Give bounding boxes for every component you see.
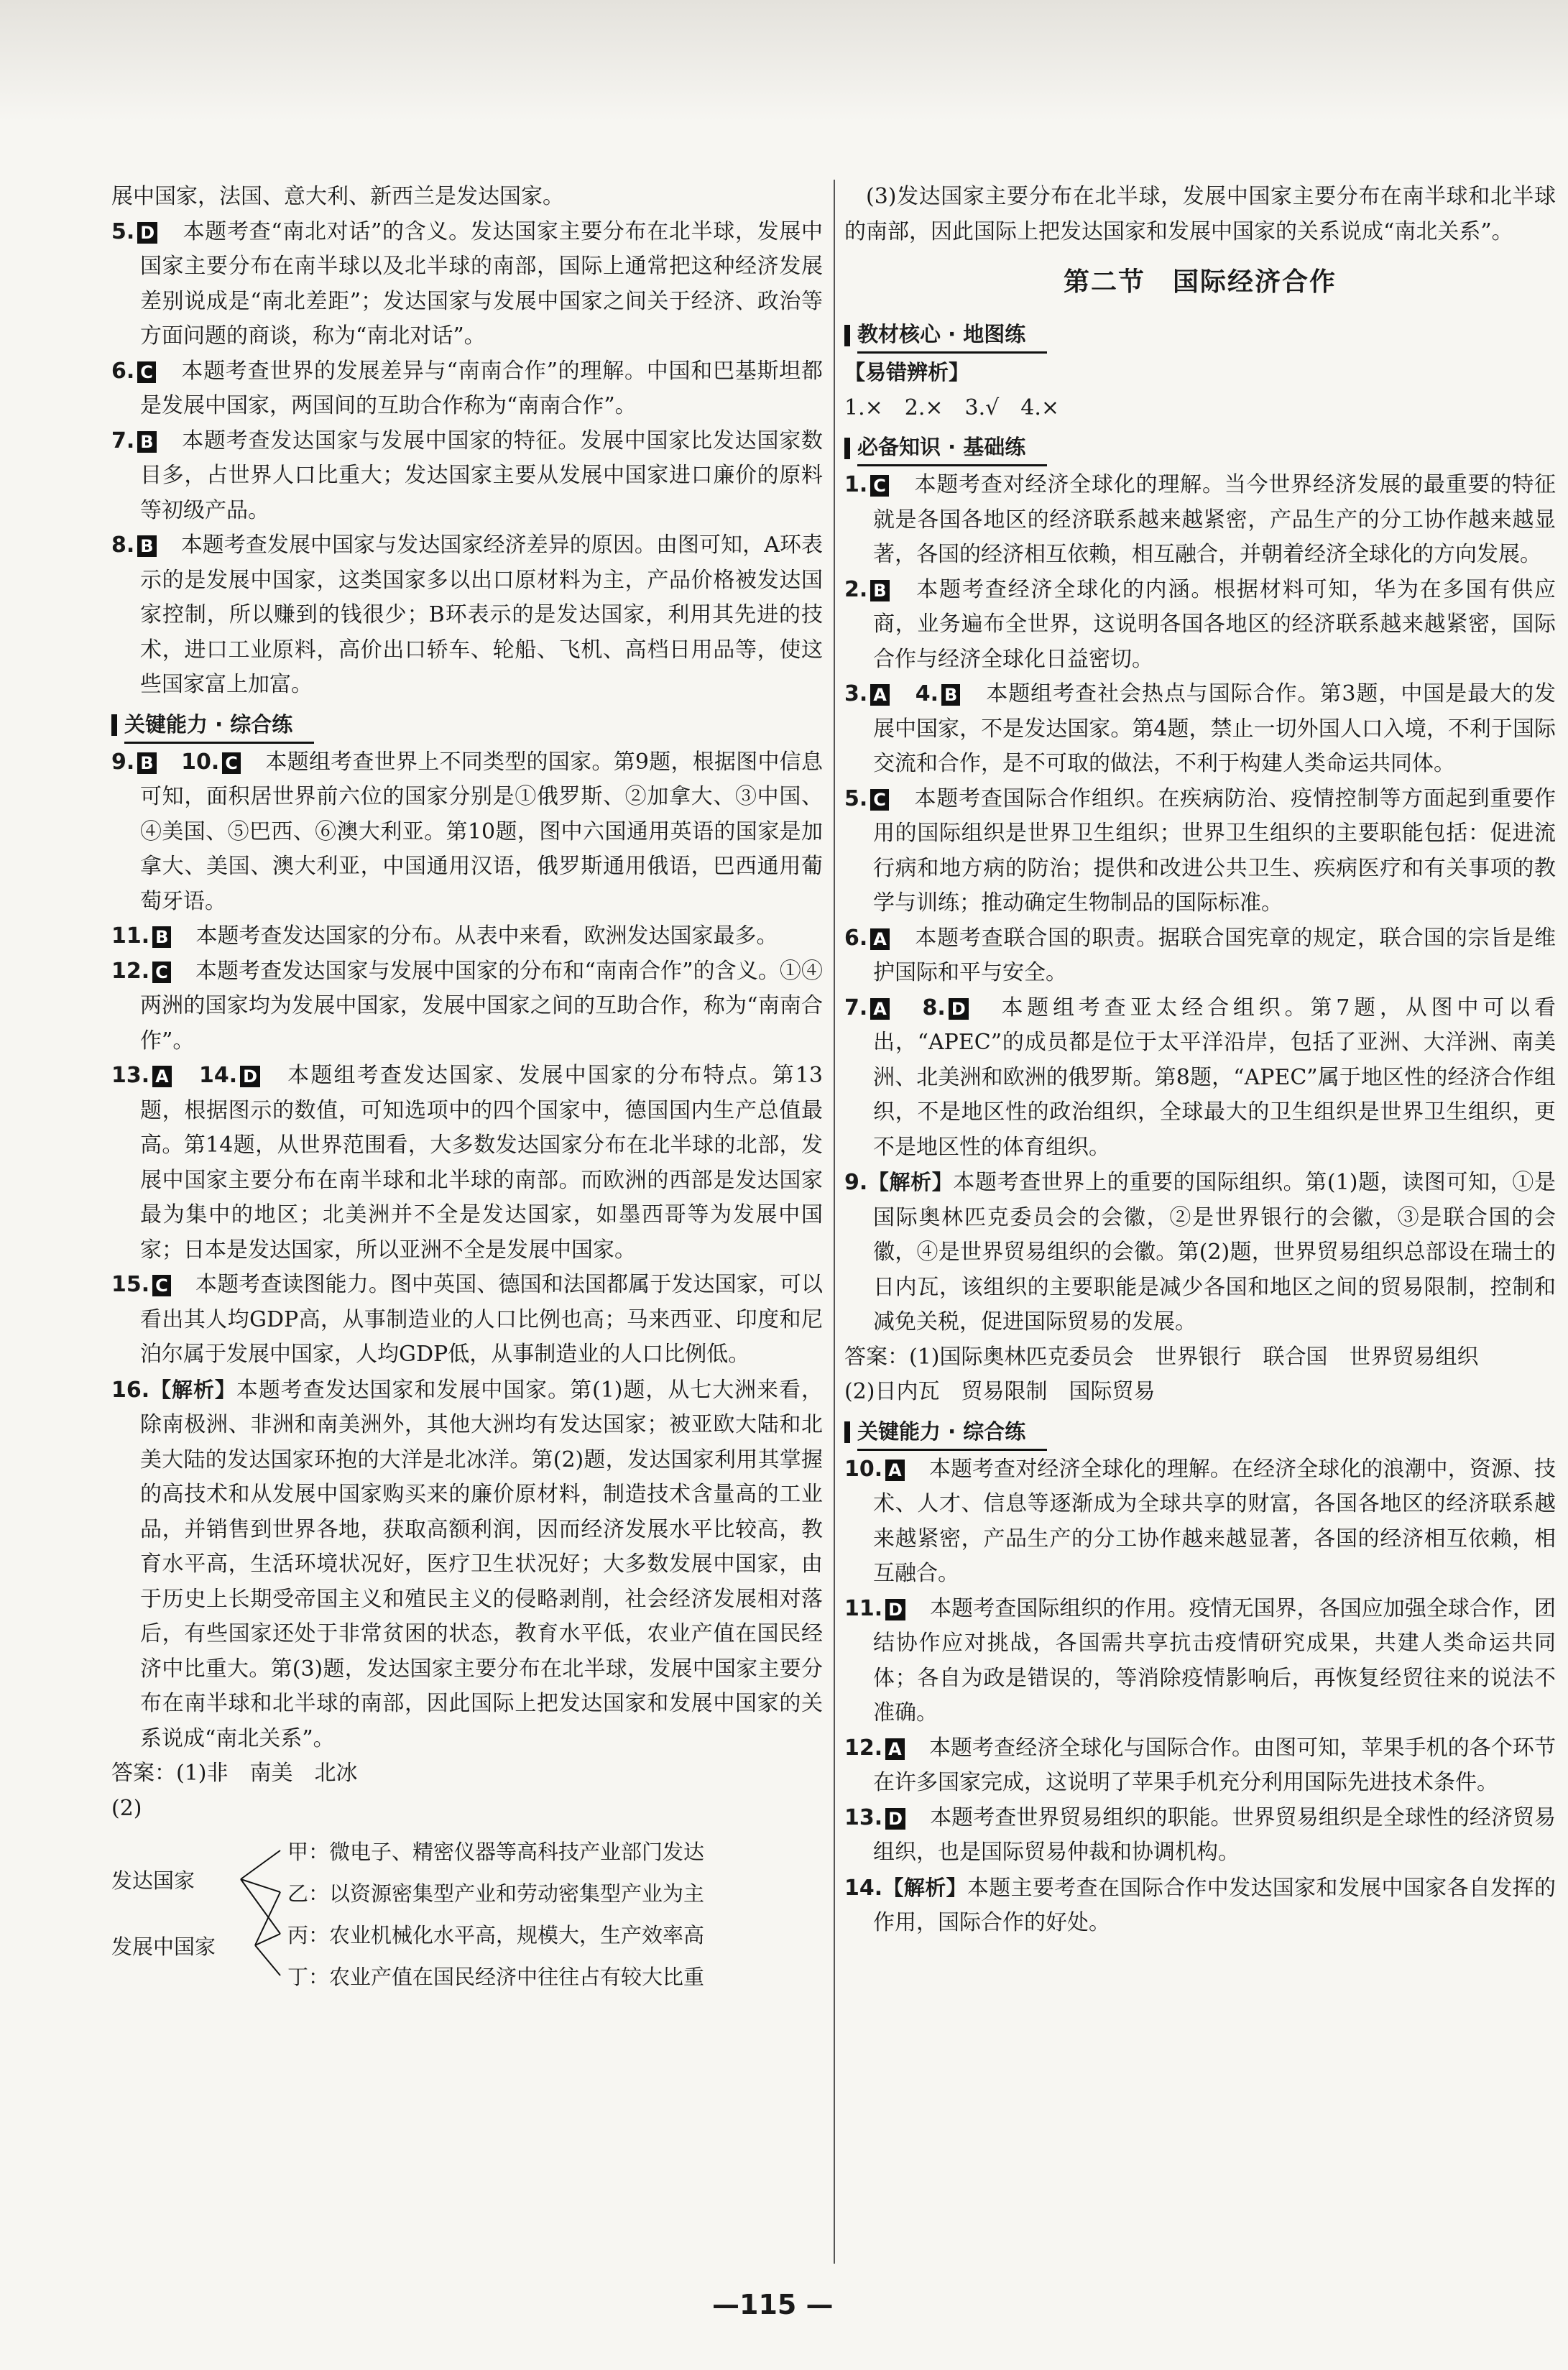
answer-badge: C	[870, 789, 889, 811]
bar-marker-icon	[111, 714, 117, 736]
bar-marker-icon	[844, 438, 850, 459]
answer-badge: A	[870, 684, 890, 706]
diagram-label-developed: 发达国家	[111, 1868, 195, 1893]
answer-badge: D	[137, 222, 157, 244]
page-number: —115 —	[712, 2289, 834, 2320]
answer-badge: B	[137, 535, 156, 557]
answer-item-6r: 6. A 本题考查联合国的职责。据联合国宪章的规定，联合国的宗旨是维护国际和平与安全。	[844, 925, 1557, 985]
answer-badge: A	[885, 1738, 905, 1760]
answer-16-line1: 答案：(1)非 南美 北冰	[111, 1761, 358, 1786]
answer-item-6: 6. C 本题考查世界的发展差异与“南南合作”的理解。中国和巴基斯坦都是发展中国家，两国间的互助合作称为“南南合作”。	[111, 358, 823, 418]
answer-badge: D	[240, 1066, 260, 1087]
answer-badge: D	[885, 1599, 905, 1620]
answer-item-12: 12. C 本题考查发达国家与发展中国家的分布和“南南合作”的含义。①④两洲的国家均为发展中国家，发展中国家之间的互助合作，称为“南南合作”。	[111, 958, 823, 1053]
answer-item-8: 8. B 本题考查发展中国家与发达国家经济差异的原因。由图可知，A环表示的是发展中国家，这类国家多以出口原材料为主，产品价格被发达国家控制，所以赚到的钱很少；B环表示的是发达国家，利用其先进的技术，进口工业原料，高价出口轿车、轮船、飞机、高档日用品等，使这些国家富上加富。	[111, 532, 824, 697]
answer-item-1: 1. C 本题考查对经济全球化的理解。当今世界经济发展的最重要的特征就是各国各地区的经济联系越来越紧密，产品生产的分工协作越来越显著，各国的经济相互依赖，相互融合，并朝着经济全球化的方向发展。	[844, 472, 1557, 567]
answer-item-13r: 13. D 本题考查世界贸易组织的职能。世界贸易组织是全球性的经济贸易组织，也是国际贸易仲裁和协调机构。	[844, 1804, 1557, 1865]
answer-badge: A	[870, 998, 890, 1020]
answer-badge: B	[152, 926, 171, 948]
answer-badge: C	[222, 752, 241, 774]
answer-item-14r: 14.【解析】本题主要考查在国际合作中发达国家和发展中国家各自发挥的作用，国际合作的好处。	[844, 1875, 1556, 1935]
yicuo-label: 【易错辨析】	[844, 360, 970, 384]
section-bar-jiaocai: 教材核心 · 地图练	[844, 317, 1556, 354]
answer-item-12r: 12. A 本题考查经济全球化与国际合作。由图可知，苹果手机的各个环节在许多国家完成，这说明了苹果手机充分利用国际先进技术条件。	[844, 1735, 1557, 1795]
answer-badge: A	[870, 928, 890, 950]
answer-badge: D	[885, 1808, 905, 1830]
left-column	[111, 180, 823, 1994]
diagram-option-bing: 丙：农业机械化水平高，规模大，生产效率高	[287, 1923, 705, 1947]
right-column	[844, 180, 1556, 1941]
intro-paragraph: (3)发达国家主要分布在北半球，发展中国家主要分布在南半球和北半球的南部，因此国际上把发达国家和发展中国家的关系说成“南北关系”。	[844, 184, 1556, 244]
answer-badge: B	[941, 684, 960, 706]
answer-item-5: 5. D 本题考查“南北对话”的含义。发达国家主要分布在北半球，发展中国家主要分布在南半球以及北半球的南部，国际上通常把这种经济发展差别说成是“南北差距”；发达国家与发展中国家之间关于经济、政治等方面问题的商谈，称为“南北对话”。	[111, 218, 823, 349]
diagram-option-ding: 丁：农业产值在国民经济中往往占有较大比重	[287, 1965, 705, 1989]
answer-item-2: 2. B 本题考查经济全球化的内涵。根据材料可知，华为在多国有供应商，业务遍布全世界，这说明各国各地区的经济联系越来越紧密，国际合作与经济全球化日益密切。	[844, 576, 1557, 672]
answer-item-13-14: 13. A 14. D 本题组考查发达国家、发展中国家的分布特点。第13题，根据图示的数值，可知选项中的四个国家中，德国国内生产总值最高。第14题，从世界范围看，大多数发达国家分布在北半球的北部，发展中国家主要分布在南半球和北半球的南部。而欧洲的西部是发达国家最为集中的地区；北美洲并不全是发达国家，如墨西哥等为发展中国家；日本是发达国家，所以亚洲不全是发展中国家。	[111, 1063, 823, 1263]
answer-item-11: 11. B 本题考查发达国家的分布。从表中来看，欧洲发达国家最多。	[111, 923, 778, 949]
answer-item-16: 16.【解析】本题考查发达国家和发展中国家。第(1)题，从七大洲来看，除南极洲、非洲和南美洲外，其他大洲均有发达国家；被亚欧大陆和北美大陆的发达国家环抱的大洋是北冰洋。第(2)题，发达国家利用其掌握的高技术和从发展中国家购买来的廉价原材料，制造技术含量高的工业品，并销售到世界各地，获取高额利润，因而经济发展水平比较高，教育水平高，生活环境状况好，医疗卫生状况好；大多数发展中国家，由于历史上长期受帝国主义和殖民主义的侵略剥削，社会经济发展相对落后，有些国家还处于非常贫困的状态，教育水平低，农业产值在国民经济中比重大。第(3)题，发达国家主要分布在北半球，发展中国家主要分布在南半球和北半球的南部，因此国际上把发达国家和发展中国家的关系说成“南北关系”。	[111, 1377, 823, 1751]
answer-badge: C	[137, 361, 156, 383]
country-type-diagram	[111, 1829, 823, 1994]
scan-top-strip	[0, 0, 1568, 122]
answer-badge: B	[137, 752, 156, 774]
answer-badge: D	[949, 998, 969, 1020]
answer-item-15: 15. C 本题考查读图能力。图中英国、德国和法国都属于发达国家，可以看出其人均GDP高，从事制造业的人口比例也高；马来西亚、印度和尼泊尔属于发展中国家，人均GDP低，从事制造业的人口比例低。	[111, 1272, 824, 1367]
answer-9-line1: 答案：(1)国际奥林匹克委员会 世界银行 联合国 世界贸易组织	[844, 1344, 1479, 1370]
answer-badge: A	[885, 1460, 905, 1481]
section-bar-guanjian-left: 关键能力 · 综合练	[111, 707, 823, 744]
section-bar-guanjian-right: 关键能力 · 综合练	[844, 1414, 1556, 1451]
answer-item-5r: 5. C 本题考查国际合作组织。在疾病防治、疫情控制等方面起到重要作用的国际组织是世界卫生组织；世界卫生组织的主要职能包括：促进流行病和地方病的防治；提供和改进公共卫生、疾病医疗和有关事项的教学与训练；推动确定生物制品的国际标准。	[844, 785, 1557, 916]
answer-badge: B	[870, 580, 889, 601]
answer-16-line2: (2)	[111, 1795, 142, 1821]
answer-item-7: 7. B 本题考查发达国家与发展中国家的特征。发展中国家比发达国家数目多，占世界人口比重大；发达国家主要从发展中国家进口廉价的原料等初级产品。	[111, 428, 824, 523]
answer-badge: B	[137, 431, 156, 453]
continued-line: 展中国家，法国、意大利、新西兰是发达国家。	[111, 184, 564, 209]
bar-marker-icon	[844, 325, 850, 346]
answer-item-9r: 9.【解析】本题考查世界上的重要的国际组织。第(1)题，读图可知，①是国际奥林匹克委员会的会徽，②是世界银行的会徽，③是联合国的会徽，④是世界贸易组织的会徽。第(2)题，世界贸易组织总部设在瑞士的日内瓦，该组织的主要职能是减少各国和地区之间的贸易限制，控制和减免关税，促进国际贸易的发展。	[844, 1170, 1556, 1334]
answer-badge: C	[152, 1275, 171, 1296]
answer-item-11r: 11. D 本题考查国际组织的作用。疫情无国界，各国应加强全球合作，团结协作应对挑战，各国需共享抗击疫情研究成果，共建人类命运共同体；各自为政是错误的，等消除疫情影响后，再恢复经贸往来的说法不准确。	[844, 1595, 1557, 1725]
bar-marker-icon	[844, 1421, 850, 1443]
answer-badge: C	[870, 475, 889, 497]
section-title: 第二节 国际经济合作	[1063, 267, 1337, 297]
answer-item-9-10: 9. B 10. C 本题组考查世界上不同类型的国家。第9题，根据图中信息可知，面积居世界前六位的国家分别是①俄罗斯、②加拿大、③中国、④美国、⑤巴西、⑥澳大利亚。第10题，图中六国通用英语的国家是加拿大、美国、澳大利亚，中国通用汉语，俄罗斯通用俄语，巴西通用葡萄牙语。	[111, 749, 824, 914]
diagram-option-jia: 甲：微电子、精密仪器等高科技产业部门发达	[287, 1840, 705, 1864]
answer-item-10r: 10. A 本题考查对经济全球化的理解。在经济全球化的浪潮中，资源、技术、人才、信息等逐渐成为全球共享的财富，各国各地区的经济联系越来越紧密，产品生产的分工协作越来越显著，各国的经济相互依赖，相互融合。	[844, 1456, 1557, 1586]
answer-9-line2: (2)日内瓦 贸易限制 国际贸易	[844, 1379, 1156, 1404]
true-false-answers: 1.× 2.× 3.√ 4.×	[844, 395, 1060, 420]
diagram-option-yi: 乙：以资源密集型产业和劳动密集型产业为主	[287, 1881, 705, 1906]
answer-item-3-4: 3. A 4. B 本题组考查社会热点与国际合作。第3题，中国是最大的发展中国家，不是发达国家。第4题，禁止一切外国人口入境，不利于国际交流和合作，是不可取的做法，不利于构建人类命运共同体。	[844, 681, 1557, 776]
diagram-label-developing: 发展中国家	[111, 1935, 216, 1959]
column-divider	[834, 180, 835, 2264]
answer-badge: C	[152, 962, 171, 983]
answer-badge: A	[152, 1066, 172, 1087]
section-bar-bibei: 必备知识 · 基础练	[844, 430, 1556, 466]
answer-item-7-8r: 7. A 8. D 本题组考查亚太经合组织。第7题，从图中可以看出，“APEC”的成员都是位于太平洋沿岸，包括了亚洲、大洋洲、南美洲、北美洲和欧洲的俄罗斯。第8题，“APEC”属于地区性的经济合作组织，不是地区性的政治组织，全球最大的卫生组织是世界卫生组织，更不是地区性的体育组织。	[844, 995, 1557, 1160]
